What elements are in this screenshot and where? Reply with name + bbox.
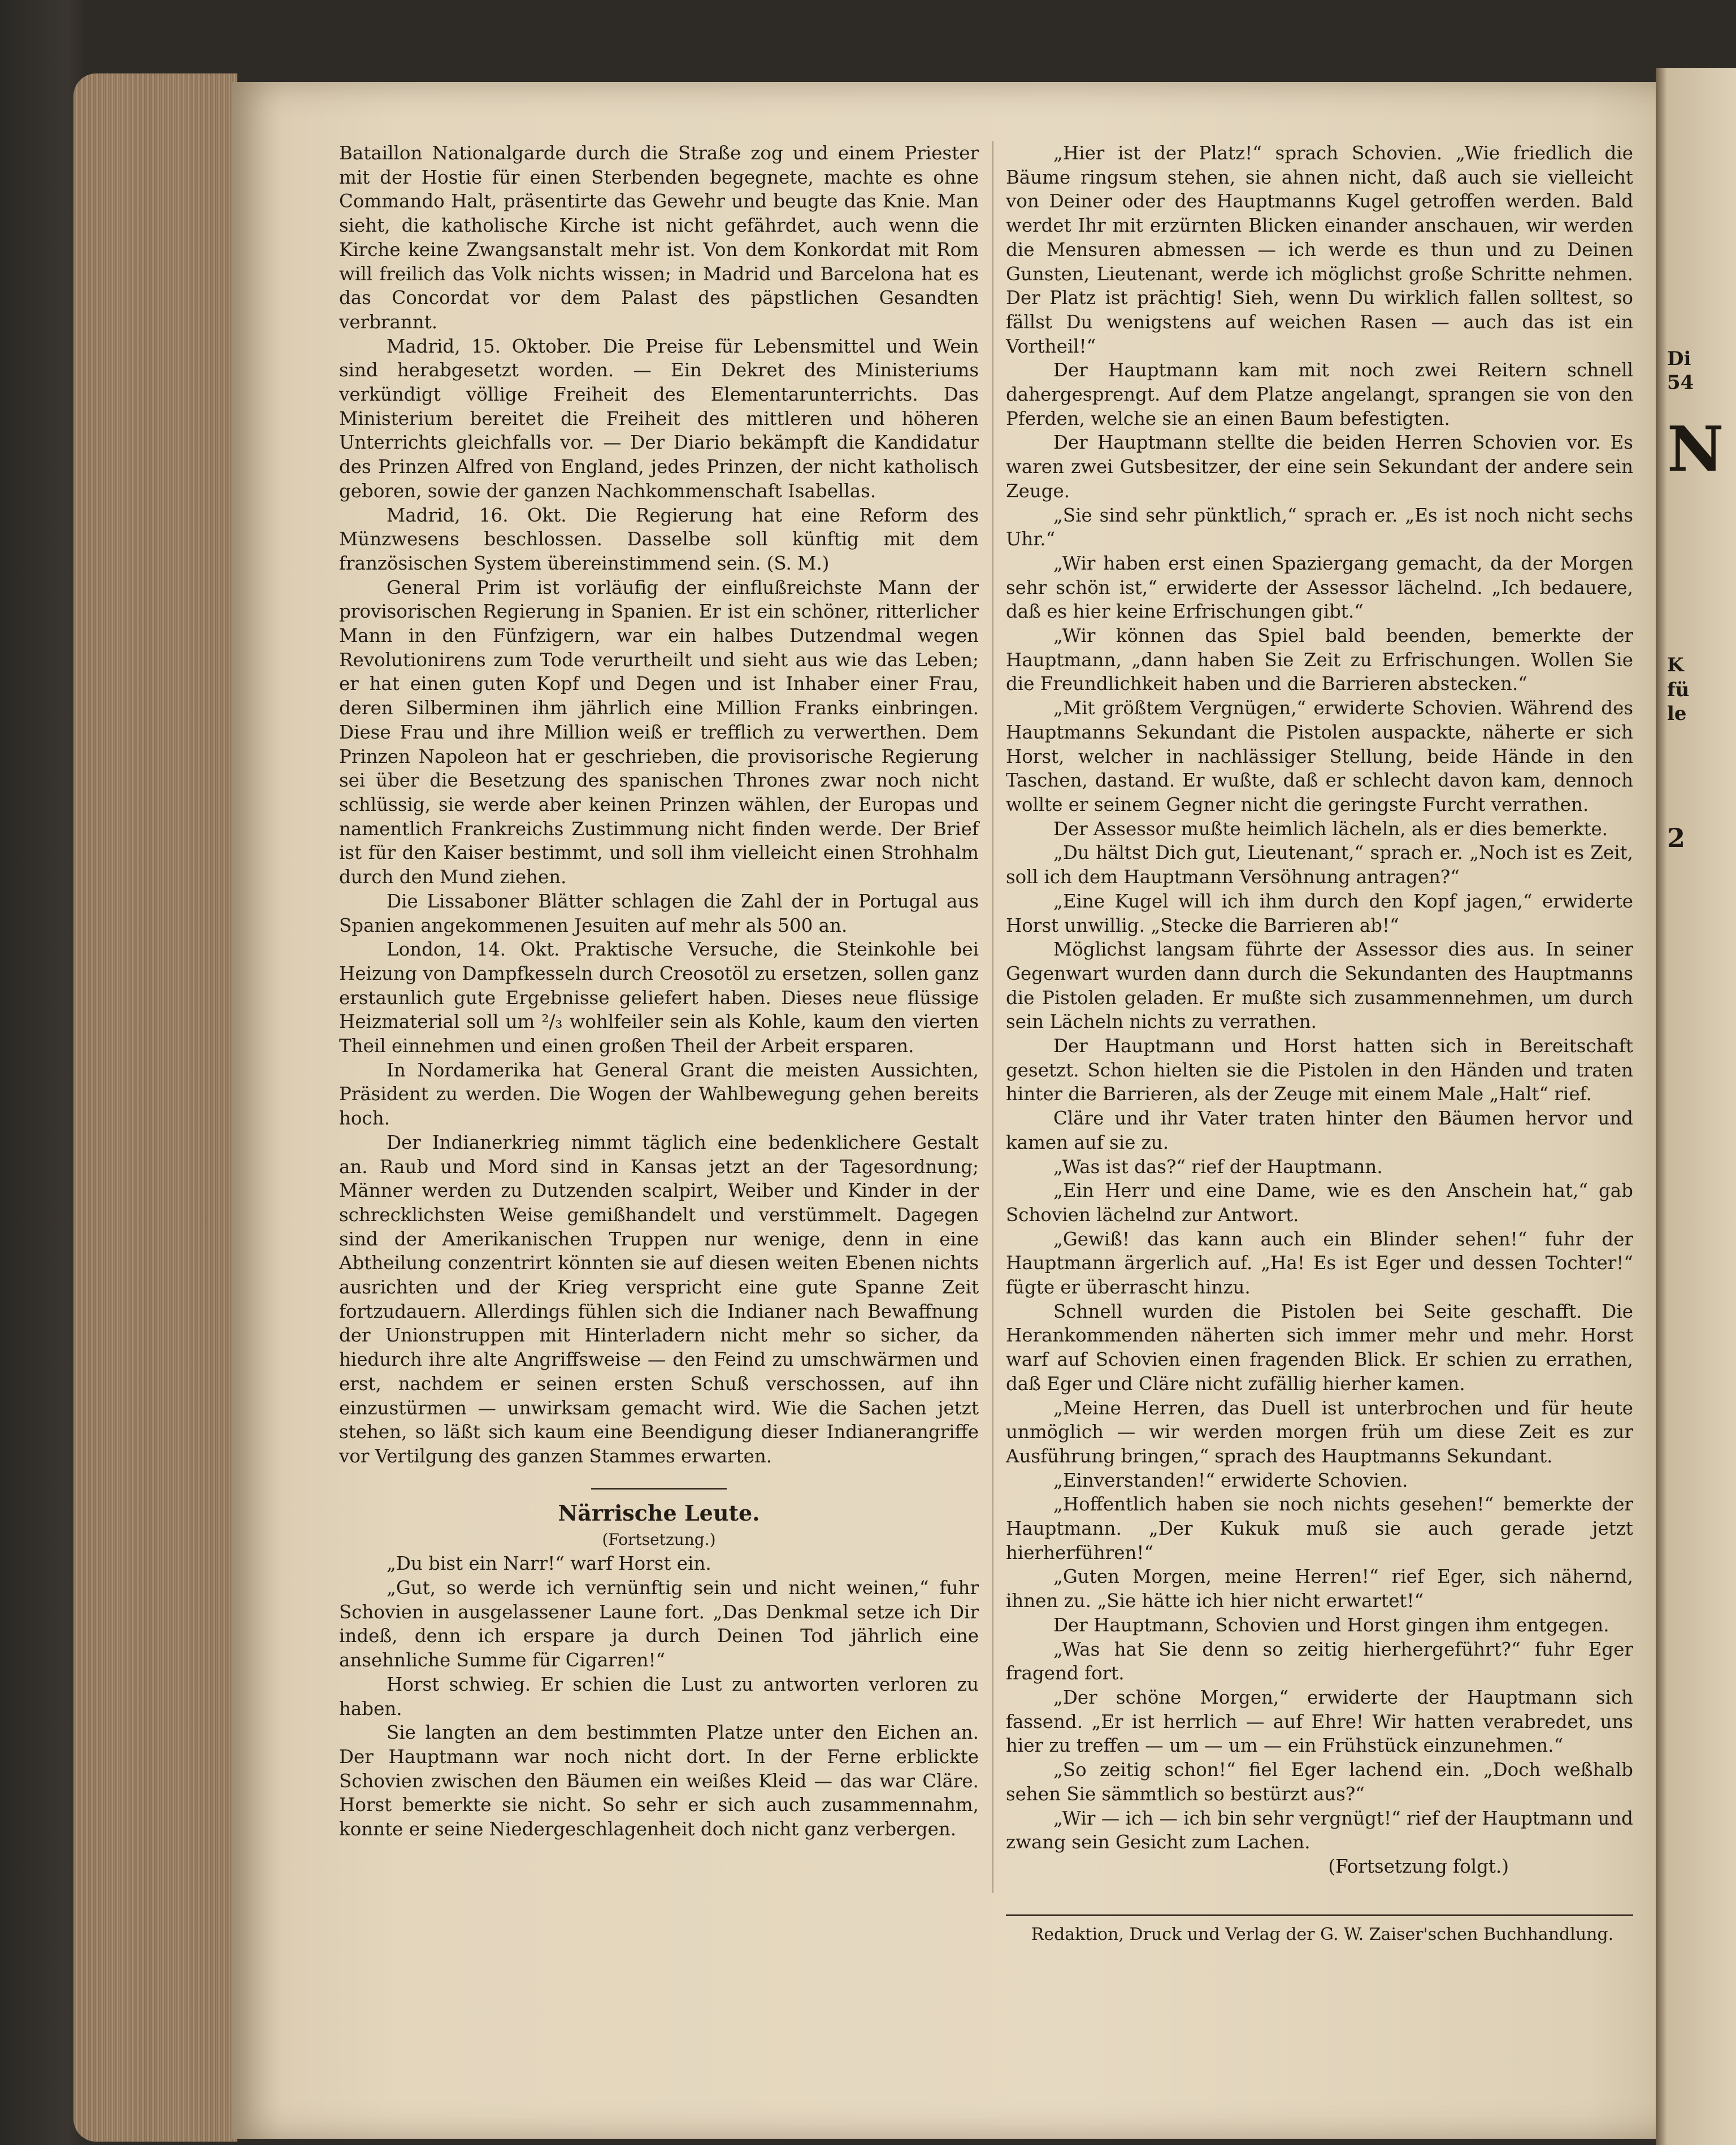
story-paragraph: Der Hauptmann und Horst hatten sich in Bereitschaft gesetzt. Schon hielten sie die Pistolen in den Händen und traten hinter die Barrieren, als der Zeuge mit einem Male „Halt“ rief. bbox=[1006, 1035, 1633, 1105]
story-paragraph: Horst schwieg. Er schien die Lust zu antworten verloren zu haben. bbox=[339, 1673, 979, 1720]
story-paragraph: Cläre und ihr Vater traten hinter den Bäumen hervor und kamen auf sie zu. bbox=[1006, 1108, 1633, 1153]
news-madrid-15: Madrid, 15. Oktober. Die Preise für Lebensmittel und Wein sind herabgesetzt worden. — Ein Dekret des Ministeriums verkündigt völlige Freiheit des Elementarunterrichts. Das Ministerium bereitet die Freiheit des mittleren und höheren Unterrichts gleichfalls vor. — Der Diario bekämpft die Kandidatur des Prinzen Alfred von England, jedes Prinzen, der nicht katholisch geboren, sowie der ganzen Nachkommenschaft Isabellas. bbox=[339, 335, 979, 502]
continuation-note: (Fortsetzung folgt.) bbox=[1328, 1855, 1509, 1877]
right-column bbox=[1006, 141, 1633, 1879]
story-paragraph: „Meine Herren, das Duell ist unterbrochen und für heute unmöglich — wir werden morgen früh um diese Zeit es zur Ausführung bringen,“ sprach des Hauptmanns Sekundant. bbox=[1006, 1397, 1633, 1467]
story-paragraph: Möglichst langsam führte der Assessor dies aus. In seiner Gegenwart wurden dann durch die Sekundanten des Hauptmanns die Pistolen geladen. Er mußte sich zusammennehmen, um durch sein Lächeln nichts zu verrathen. bbox=[1006, 939, 1633, 1033]
news-indianerkrieg: Der Indianerkrieg nimmt täglich eine bedenklichere Gestalt an. Raub und Mord sind in Kansas jetzt an der Tagesordnung; Männer werden zu Dutzenden scalpirt, Weiber und Kinder in der schrecklichsten Weise gemißhandelt und verstümmelt. Dagegen sind der Amerikanischen Truppen nur wenige, denn in eine Abtheilung conzentrirt könnten sie auf diesen weiten Ebenen nichts ausrichten und der Krieg verspricht eine gute Spanne Zeit fortzudauern. Allerdings fühlen sich die Indianer nach Bewaffnung der Unionstruppen mit Hinterladern nicht mehr so sicher, da hiedurch ihre alte Angriffsweise — den Feind zu umschwärmen und erst, nachdem er seinen ersten Schuß verschossen, auf ihn einzustürmen — unwirksam gemacht wird. Wie die Sachen jetzt stehen, so läßt sich kaum eine Beendigung dieser Indianerangriffe vor Vertilgung des ganzen Stammes erwarten. bbox=[339, 1131, 979, 1467]
story-paragraph: Der Assessor mußte heimlich lächeln, als er dies bemerkte. bbox=[1053, 818, 1608, 840]
story-paragraph: „Einverstanden!“ erwiderte Schovien. bbox=[1053, 1469, 1408, 1491]
story-paragraph: „Was ist das?“ rief der Hauptmann. bbox=[1053, 1156, 1383, 1178]
story-paragraph: „Wir haben erst einen Spaziergang gemacht, da der Morgen sehr schön ist,“ erwiderte der Assessor lächelnd. „Ich bedauere, daß es hier keine Erfrischungen gibt.“ bbox=[1006, 552, 1633, 623]
section-rule bbox=[591, 1488, 727, 1490]
left-column bbox=[339, 141, 979, 1842]
publisher-imprint: Redaktion, Druck und Verlag der G. W. Zaiser'schen Buchhandlung. bbox=[1031, 1925, 1614, 1944]
story-paragraph: Der Hauptmann, Schovien und Horst gingen ihm entgegen. bbox=[1053, 1614, 1609, 1636]
edge-fragment: Di bbox=[1667, 348, 1691, 370]
story-paragraph: Der Hauptmann kam mit noch zwei Reitern schnell dahergesprengt. Auf dem Platze angelangt, sprangen sie von den Pferden, welche sie an einen Baum befestigten. bbox=[1006, 359, 1633, 429]
story-paragraph: „Hoffentlich haben sie noch nichts gesehen!“ bemerkte der Hauptmann. „Der Kukuk muß sie auch gerade jetzt hierherführen!“ bbox=[1006, 1493, 1633, 1564]
story-paragraph: „Ein Herr und eine Dame, wie es den Anschein hat,“ gab Schovien lächelnd zur Antwort. bbox=[1006, 1180, 1633, 1226]
story-paragraph: „Wir — ich — ich bin sehr vergnügt!“ rief der Hauptmann und zwang sein Gesicht zum Lachen. bbox=[1006, 1807, 1633, 1853]
news-prim: General Prim ist vorläufig der einflußreichste Mann der provisorischen Regierung in Spanien. Er ist ein schöner, ritterlicher Mann in den Fünfzigern, war ein halbes Dutzendmal wegen Revolutionirens zum Tode verurtheilt und sieht aus wie das Leben; er hat einen guten Kopf und Degen und ist Inhaber einer Frau, deren Silberminen ihm jährlich eine Million Franks einbringen. Diese Frau und ihre Million weiß er trefflich zu verwerthen. Dem Prinzen Napoleon hat er geschrieben, die provisorische Regierung sei über die Besetzung des spanischen Thrones zwar noch nicht schlüssig, sie werde aber keinen Prinzen wählen, der Europas und namentlich Frankreichs Zustimmung nicht finden werde. Der Brief ist für den Kaiser bestimmt, und soll ihm vielleicht einen Strohhalm durch den Mund ziehen. bbox=[339, 576, 979, 888]
story-paragraph: „Der schöne Morgen,“ erwiderte der Hauptmann sich fassend. „Er ist herrlich — auf Ehre! Wir hatten verabredet, uns hier zu treffen — um — um — ein Frühstück einzunehmen.“ bbox=[1006, 1687, 1633, 1757]
story-paragraph: „Guten Morgen, meine Herren!“ rief Eger, sich nähernd, ihnen zu. „Sie hätte ich hier nicht erwartet!“ bbox=[1006, 1566, 1633, 1612]
edge-fragment: K bbox=[1667, 654, 1684, 676]
story-paragraph: Der Hauptmann stellte die beiden Herren Schovien vor. Es waren zwei Gutsbesitzer, der eine sein Sekundant der andere sein Zeuge. bbox=[1006, 432, 1633, 502]
story-paragraph: Sie langten an dem bestimmten Platze unter den Eichen an. Der Hauptmann war noch nicht dort. In der Ferne erblickte Schovien zwischen den Bäumen ein weißes Kleid — das war Cläre. Horst bemerkte sie nicht. So sehr er sich auch zusammennahm, konnte er seine Niedergeschlagenheit doch nicht ganz verbergen. bbox=[339, 1722, 979, 1840]
story-paragraph: „Was hat Sie denn so zeitig hierhergeführt?“ fuhr Eger fragend fort. bbox=[1006, 1638, 1633, 1684]
story-paragraph: „Gewiß! das kann auch ein Blinder sehen!“ fuhr der Hauptmann ärgerlich auf. „Ha! Es ist Eger und dessen Tochter!“ fügte er überrascht hinzu. bbox=[1006, 1228, 1633, 1299]
story-subtitle: (Fortsetzung.) bbox=[602, 1530, 716, 1549]
news-lissabon: Die Lissaboner Blätter schlagen die Zahl der in Portugal aus Spanien angekommenen Jesuiten auf mehr als 500 an. bbox=[339, 890, 979, 936]
story-paragraph: „Wir können das Spiel bald beenden, bemerkte der Hauptmann, „dann haben Sie Zeit zu Erfrischungen. Wollen Sie die Freundlichkeit haben und die Barrieren abstecken.“ bbox=[1006, 625, 1633, 695]
story-paragraph: „Eine Kugel will ich ihm durch den Kopf jagen,“ erwiderte Horst unwillig. „Stecke die Barrieren ab!“ bbox=[1006, 890, 1633, 936]
story-paragraph: „Hier ist der Platz!“ sprach Schovien. „Wie friedlich die Bäume ringsum stehen, sie ahnen nicht, daß auch sie vielleicht von Deiner oder des Hauptmanns Kugel getroffen werden. Bald werdet Ihr mit erzürnten Blicken einander anschauen, wir werden die Mensuren abmessen — ich werde es thun und zu Deinen Gunsten, Lieutenant, werde ich möglichst große Schritte nehmen. Der Platz ist prächtig! Sieh, wenn Du wirklich fallen solltest, so fällst Du wenigstens auf weichen Rasen — auch das ist ein Vortheil!“ bbox=[1006, 142, 1633, 357]
story-paragraph: Schnell wurden die Pistolen bei Seite geschafft. Die Herankommenden näherten sich immer mehr und mehr. Horst warf auf Schovien einen fragenden Blick. Er schien zu errathen, daß Eger und Cläre nicht zufällig hierher kamen. bbox=[1006, 1300, 1633, 1395]
edge-fragment: le bbox=[1667, 702, 1687, 725]
edge-fragment: 2 bbox=[1667, 823, 1686, 853]
edge-fragment: 54 bbox=[1667, 371, 1694, 394]
news-london: London, 14. Okt. Praktische Versuche, die Steinkohle bei Heizung von Dampfkesseln durch Creosotöl zu ersetzen, sollen ganz erstaunlich gute Ergebnisse geliefert haben. Dieses neue flüssige Heizmaterial soll um ²/₃ wohlfeiler sein als Kohle, kaum den vierten Theil einnehmen und einen großen Theil der Arbeit ersparen. bbox=[339, 939, 979, 1057]
story-paragraph: „Du bist ein Narr!“ warf Horst ein. bbox=[387, 1553, 711, 1575]
column-divider bbox=[992, 141, 993, 1893]
story-paragraph: „Sie sind sehr pünktlich,“ sprach er. „Es ist noch nicht sechs Uhr.“ bbox=[1006, 504, 1633, 550]
news-paragraph: Bataillon Nationalgarde durch die Straße zog und einem Priester mit der Hostie für einen Sterbenden begegnete, machte es ohne Commando Halt, präsentirte das Gewehr und beugte das Knie. Man sieht, die katholische Kirche ist nicht gefährdet, auch wenn die Kirche keine Zwangsanstalt mehr ist. Von dem Konkordat mit Rom will freilich das Volk nichts wissen; in Madrid und Barcelona hat es das Concordat vor dem Palast des päpstlichen Gesandten verbrannt. bbox=[339, 142, 979, 333]
story-paragraph: „So zeitig schon!“ fiel Eger lachend ein. „Doch weßhalb sehen Sie sämmtlich so bestürzt aus?“ bbox=[1006, 1759, 1633, 1805]
adjacent-page-edge bbox=[1656, 68, 1736, 2145]
story-paragraph: „Mit größtem Vergnügen,“ erwiderte Schovien. Während des Hauptmanns Sekundant die Pistolen auspackte, näherte er sich Horst, welcher in nachlässiger Stellung, beide Hände in den Taschen, dastand. Er wußte, daß er schlecht davon kam, dennoch wollte er seinem Gegner nicht die geringste Furcht verrathen. bbox=[1006, 697, 1633, 815]
edge-fragment: N bbox=[1667, 412, 1724, 485]
imprint-rule bbox=[1006, 1914, 1633, 1916]
book-page-edges bbox=[73, 73, 237, 2142]
story-title: Närrische Leute. bbox=[558, 1500, 760, 1526]
story-paragraph: „Gut, so werde ich vernünftig sein und nicht weinen,“ fuhr Schovien in ausgelassener Laune fort. „Das Denkmal setze ich Dir indeß, denn ich erspare ja durch Deinen Tod jährlich eine ansehnliche Summe für Cigarren!“ bbox=[339, 1577, 979, 1671]
edge-fragment: fü bbox=[1667, 679, 1690, 701]
story-paragraph: „Du hältst Dich gut, Lieutenant,“ sprach er. „Noch ist es Zeit, soll ich dem Hauptmann Versöhnung antragen?“ bbox=[1006, 842, 1633, 888]
news-nordamerika: In Nordamerika hat General Grant die meisten Aussichten, Präsident zu werden. Die Wogen der Wahlbewegung gehen bereits hoch. bbox=[339, 1059, 979, 1130]
news-madrid-16: Madrid, 16. Okt. Die Regierung hat eine Reform des Münzwesens beschlossen. Dasselbe soll künftig mit dem französischen System übereinstimmend sein. (S. M.) bbox=[339, 504, 979, 574]
